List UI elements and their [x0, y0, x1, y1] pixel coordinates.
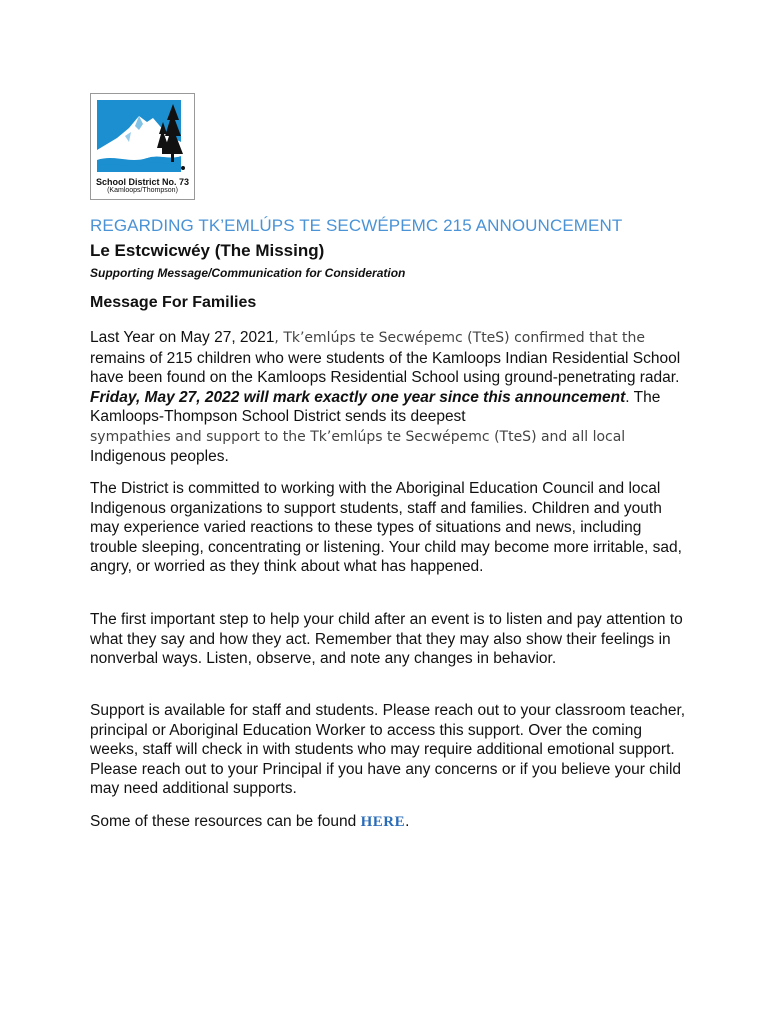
logo-district-region: (Kamloops/Thompson): [107, 187, 178, 194]
paragraph-resources: [90, 812, 690, 833]
school-district-logo: [90, 93, 195, 200]
paragraph-support-available: Support is available for staff and students. Please reach out to your classroom teacher, principal or Aboriginal Education Worker to access this support. Over the coming weeks, staff will check in with students who may require additional emotional support. Please reach out to your Principal if you have any concerns or if you believe your child may need additional supports.: [90, 702, 686, 797]
subheading-the-missing: Le Estcwicwéy (The Missing): [90, 241, 325, 260]
p1-district-text: . The Kamloops-Thompson School District sends its deepest: [90, 388, 661, 425]
announcement-heading: REGARDING TK’EMLÚPS TE SECWÉPEMC 215 ANNOUNCEMENT: [90, 216, 623, 235]
p5-end: .: [405, 813, 410, 830]
p5-text: Some of these resources can be found: [90, 813, 361, 830]
p1-confirmation-text: , Tk’emlúps te Secwépemc (TteS) confirmed that the: [274, 330, 645, 346]
p1-emphasis-text: Friday, May 27, 2022 will mark exactly one year since this announcement: [90, 388, 626, 406]
p1-remains-text: remains of 215 children who were students of the Kamloops Indian Residential School have been found on the Kamloops Residential School using ground-penetrating radar.: [90, 349, 681, 386]
paragraph-announcement: [90, 328, 690, 467]
paragraph-district-commitment: The District is committed to working with the Aboriginal Education Council and local Indigenous organizations to support students, staff and families. Children and youth may experience varied reactions to these types of situations and news, including trouble sleeping, concentrating or listening. Your child may become more irritable, sad, angry, or worried as they think about what has happened.: [90, 480, 682, 575]
resources-here-link[interactable]: HERE: [360, 814, 406, 830]
mountain-river-tree-logo-icon: [95, 98, 190, 176]
logo-district-name: School District No. 73: [95, 177, 190, 187]
p1-sympathies-text: sympathies and support to the Tk’emlúps te Secwépemc (TteS) and all local: [90, 428, 626, 445]
p1-date-text: Last Year on May 27, 2021: [90, 329, 275, 346]
paragraph-first-step: The first important step to help your child after an event is to listen and pay attention to what they say and how they act. Remember that they may also show their feelings in nonverbal ways. Listen, observe, and note any changes in behavior.: [90, 611, 683, 667]
section-title: Message For Families: [90, 294, 257, 311]
p1-indigenous-text: Indigenous peoples.: [90, 448, 229, 465]
tagline: Supporting Message/Communication for Consideration: [90, 266, 406, 280]
